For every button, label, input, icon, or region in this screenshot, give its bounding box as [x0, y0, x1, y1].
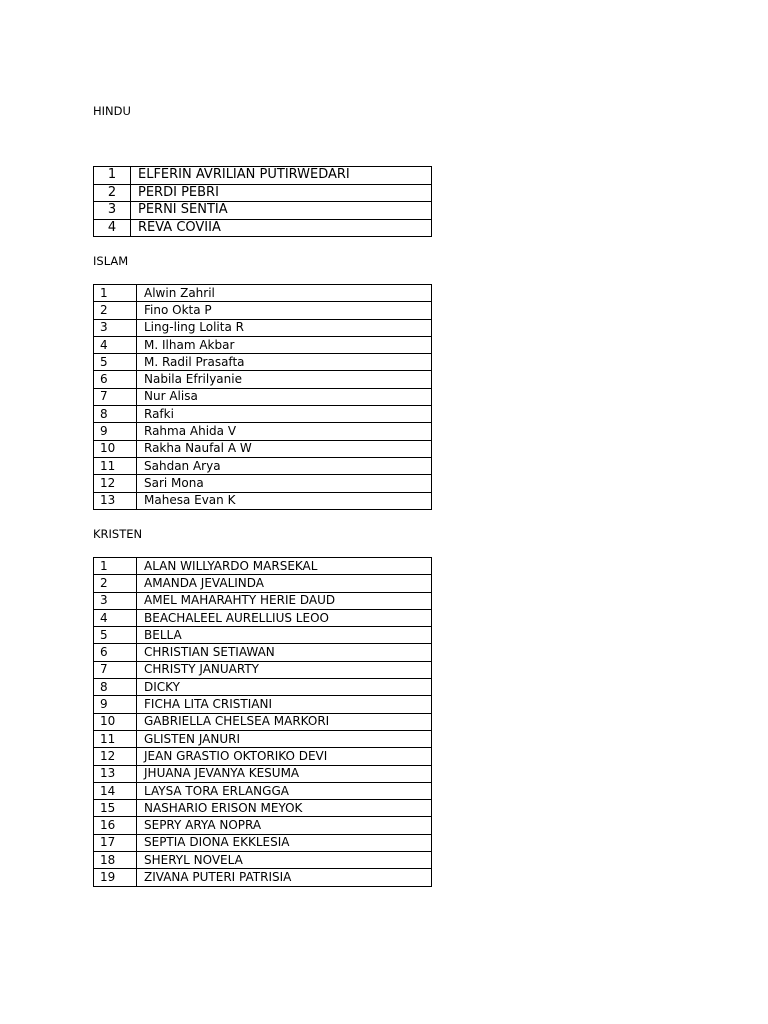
- row-number: 6: [94, 371, 137, 388]
- student-name: CHRISTY JANUARTY: [137, 661, 432, 678]
- row-number: 13: [94, 765, 137, 782]
- row-number: 18: [94, 852, 137, 869]
- student-name: AMEL MAHARAHTY HERIE DAUD: [137, 592, 432, 609]
- student-name: Rakha Naufal A W: [137, 440, 432, 457]
- row-number: 3: [94, 592, 137, 609]
- hindu-heading: HINDU: [93, 104, 131, 118]
- table-row: [94, 800, 432, 817]
- table-row: [94, 285, 432, 302]
- table-row: [94, 167, 432, 185]
- row-number: 9: [94, 423, 137, 440]
- islam-table: [93, 284, 432, 510]
- row-number: 1: [94, 558, 137, 575]
- student-name: GLISTEN JANURI: [137, 730, 432, 747]
- student-name: Sahdan Arya: [137, 457, 432, 474]
- kristen-table: [93, 557, 432, 887]
- student-name: DICKY: [137, 679, 432, 696]
- student-name: PERNI SENTIA: [131, 202, 432, 220]
- table-row: [94, 388, 432, 405]
- table-row: [94, 440, 432, 457]
- table-row: [94, 371, 432, 388]
- table-row: [94, 817, 432, 834]
- table-row: [94, 765, 432, 782]
- table-row: [94, 219, 432, 237]
- row-number: 10: [94, 713, 137, 730]
- row-number: 19: [94, 869, 137, 886]
- table-row: [94, 457, 432, 474]
- row-number: 12: [94, 475, 137, 492]
- row-number: 17: [94, 834, 137, 851]
- student-name: REVA COVIIA: [131, 219, 432, 237]
- row-number: 5: [94, 627, 137, 644]
- row-number: 3: [94, 202, 131, 220]
- table-row: [94, 558, 432, 575]
- row-number: 3: [94, 319, 137, 336]
- table-row: [94, 184, 432, 202]
- student-name: Ling-ling Lolita R: [137, 319, 432, 336]
- table-row: [94, 713, 432, 730]
- table-row: [94, 834, 432, 851]
- student-name: BEACHALEEL AURELLIUS LEOO: [137, 609, 432, 626]
- table-row: [94, 354, 432, 371]
- row-number: 4: [94, 336, 137, 353]
- row-number: 9: [94, 696, 137, 713]
- student-name: Nabila Efrilyanie: [137, 371, 432, 388]
- kristen-heading: KRISTEN: [93, 527, 143, 541]
- table-row: [94, 748, 432, 765]
- table-row: [94, 202, 432, 220]
- table-row: [94, 679, 432, 696]
- table-row: [94, 423, 432, 440]
- row-number: 15: [94, 800, 137, 817]
- row-number: 4: [94, 609, 137, 626]
- table-row: [94, 475, 432, 492]
- row-number: 1: [94, 167, 131, 185]
- row-number: 12: [94, 748, 137, 765]
- student-name: NASHARIO ERISON MEYOK: [137, 800, 432, 817]
- row-number: 1: [94, 285, 137, 302]
- table-row: [94, 627, 432, 644]
- row-number: 2: [94, 575, 137, 592]
- row-number: 8: [94, 679, 137, 696]
- student-name: AMANDA JEVALINDA: [137, 575, 432, 592]
- row-number: 7: [94, 388, 137, 405]
- table-row: [94, 575, 432, 592]
- student-name: SHERYL NOVELA: [137, 852, 432, 869]
- table-row: [94, 406, 432, 423]
- student-name: Fino Okta P: [137, 302, 432, 319]
- student-name: Alwin Zahril: [137, 285, 432, 302]
- student-name: GABRIELLA CHELSEA MARKORI: [137, 713, 432, 730]
- student-name: ALAN WILLYARDO MARSEKAL: [137, 558, 432, 575]
- student-name: JEAN GRASTIO OKTORIKO DEVI: [137, 748, 432, 765]
- row-number: 10: [94, 440, 137, 457]
- table-row: [94, 609, 432, 626]
- row-number: 8: [94, 406, 137, 423]
- student-name: M. Ilham Akbar: [137, 336, 432, 353]
- row-number: 2: [94, 184, 131, 202]
- table-row: [94, 852, 432, 869]
- table-row: [94, 696, 432, 713]
- student-name: Rahma Ahida V: [137, 423, 432, 440]
- table-row: [94, 782, 432, 799]
- table-row: [94, 869, 432, 886]
- student-name: LAYSA TORA ERLANGGA: [137, 782, 432, 799]
- student-name: BELLA: [137, 627, 432, 644]
- row-number: 14: [94, 782, 137, 799]
- table-row: [94, 592, 432, 609]
- table-row: [94, 661, 432, 678]
- student-name: Rafki: [137, 406, 432, 423]
- student-name: SEPRY ARYA NOPRA: [137, 817, 432, 834]
- table-row: [94, 302, 432, 319]
- hindu-table: [93, 166, 432, 237]
- student-name: FICHA LITA CRISTIANI: [137, 696, 432, 713]
- table-row: [94, 336, 432, 353]
- student-name: Mahesa Evan K: [137, 492, 432, 509]
- row-number: 2: [94, 302, 137, 319]
- student-name: Sari Mona: [137, 475, 432, 492]
- table-row: [94, 492, 432, 509]
- table-row: [94, 319, 432, 336]
- student-name: CHRISTIAN SETIAWAN: [137, 644, 432, 661]
- row-number: 7: [94, 661, 137, 678]
- row-number: 4: [94, 219, 131, 237]
- row-number: 6: [94, 644, 137, 661]
- table-row: [94, 644, 432, 661]
- student-name: ELFERIN AVRILIAN PUTIRWEDARI: [131, 167, 432, 185]
- row-number: 13: [94, 492, 137, 509]
- student-name: JHUANA JEVANYA KESUMA: [137, 765, 432, 782]
- student-name: ZIVANA PUTERI PATRISIA: [137, 869, 432, 886]
- student-name: PERDI PEBRI: [131, 184, 432, 202]
- row-number: 16: [94, 817, 137, 834]
- student-name: Nur Alisa: [137, 388, 432, 405]
- islam-heading: ISLAM: [93, 254, 129, 268]
- row-number: 11: [94, 730, 137, 747]
- row-number: 5: [94, 354, 137, 371]
- table-row: [94, 730, 432, 747]
- row-number: 11: [94, 457, 137, 474]
- student-name: M. Radil Prasafta: [137, 354, 432, 371]
- student-name: SEPTIA DIONA EKKLESIA: [137, 834, 432, 851]
